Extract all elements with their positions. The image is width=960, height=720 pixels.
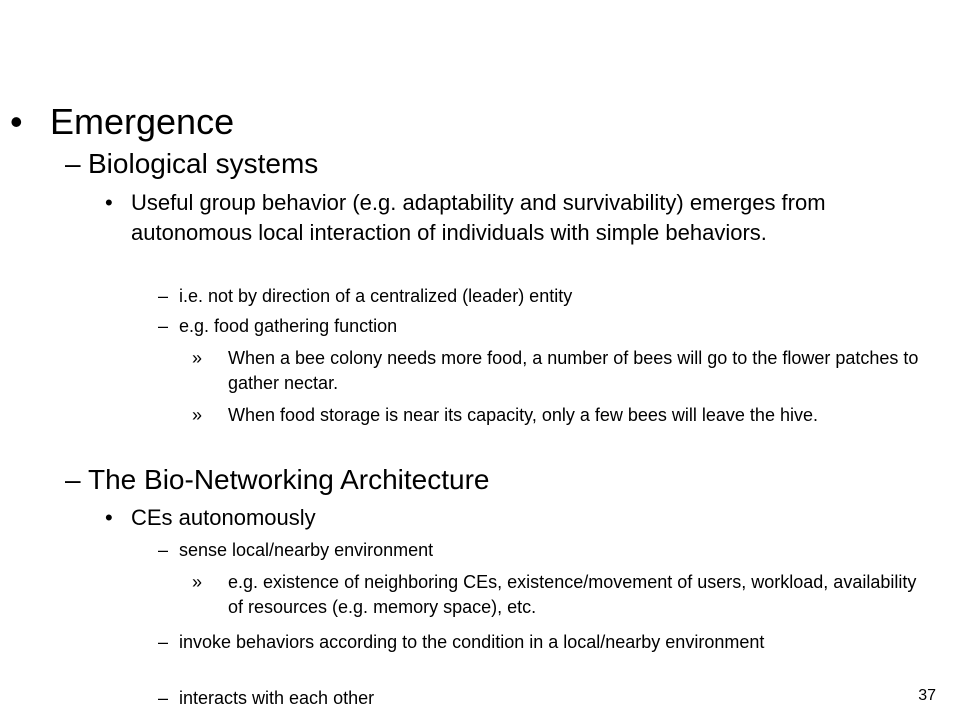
dash-marker: – [158,688,169,708]
chevron-marker: » [192,572,203,592]
slide-number: 37 [918,687,936,704]
sub-point-text: sense local/nearby environment [179,540,434,560]
dash-marker: – [158,632,169,652]
point-group-behavior [105,188,891,248]
bullet-marker: • [105,505,113,530]
point-text: CEs autonomously [131,505,316,530]
detail-food-storage [192,403,922,428]
point-text: Useful group behavior (e.g. adaptability and survivability) emerges from autonomous local interaction of individuals with simple behaviors. [131,190,826,245]
dash-marker: – [65,148,81,179]
sub-point-text: invoke behaviors according to the condition in a local/nearby environment [179,632,765,652]
bullet-marker: • [105,190,113,215]
chevron-marker: » [192,348,203,368]
sub-point-interacts [158,686,903,711]
detail-text: When a bee colony needs more food, a number of bees will go to the flower patches to gather nectar. [228,348,919,393]
section-title: The Bio-Networking Architecture [88,464,490,495]
detail-text: When food storage is near its capacity, only a few bees will leave the hive. [228,405,818,425]
bullet-marker: • [10,101,23,142]
detail-existence-examples [192,570,922,620]
sub-point-text: i.e. not by direction of a centralized (leader) entity [179,286,573,306]
section-biological-systems [65,148,318,180]
dash-marker: – [158,286,169,306]
heading-text: Emergence [50,101,235,142]
heading-emergence [10,102,234,142]
dash-marker: – [158,540,169,560]
sub-point-food-gathering [158,314,903,339]
section-bio-networking-architecture [65,464,490,496]
sub-point-text: e.g. food gathering function [179,316,398,336]
sub-point-invoke-behaviors [158,630,903,655]
sub-point-text: interacts with each other [179,688,375,708]
point-ces-autonomously [105,503,891,533]
dash-marker: – [65,464,81,495]
detail-more-food [192,346,922,396]
sub-point-sense-environment [158,538,903,563]
dash-marker: – [158,316,169,336]
section-title: Biological systems [88,148,319,179]
detail-text: e.g. existence of neighboring CEs, existence/movement of users, workload, availability of resources (e.g. memory space), etc. [228,572,917,617]
chevron-marker: » [192,405,203,425]
sub-point-not-centralized [158,284,903,309]
